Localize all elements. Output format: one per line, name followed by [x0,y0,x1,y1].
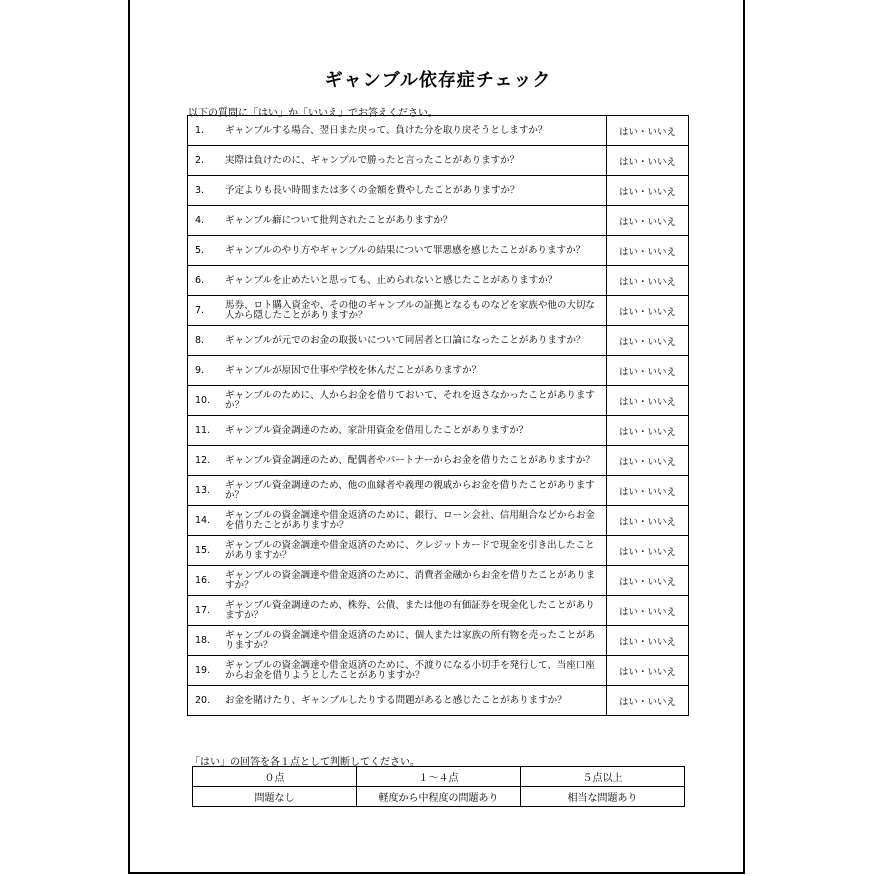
scoring-note: 「はい」の回答を各１点として判断してください。 [190,757,420,768]
question-row [188,416,689,446]
question-cell [188,296,607,326]
question-number: 13. [195,485,211,496]
question-row [188,476,689,506]
question-text: お金を賭けたり、ギャンブルしたりする問題があると感じたことがありますか？ [225,694,567,706]
answer-choice[interactable]: はい・いいえ [607,326,689,356]
answer-choice[interactable]: はい・いいえ [607,536,689,566]
result-severe: 相当な問題あり [521,787,685,807]
question-row [188,356,689,386]
question-number: 7. [195,305,205,316]
question-number: 8. [195,335,205,346]
question-text: ギャンブルする場合、翌日また戻って、負けた分を取り戻そうとしますか？ [225,124,548,136]
question-row [188,326,689,356]
question-cell [188,626,607,656]
question-row [188,116,689,146]
question-cell [188,146,607,176]
question-number: 11. [195,425,211,436]
question-cell [188,686,607,716]
question-row [188,536,689,566]
question-cell [188,356,607,386]
question-text: ギャンブル癖について批判されたことがありますか？ [225,214,453,226]
question-number: 2. [195,155,205,166]
scoring-result-row [193,787,685,807]
question-cell [188,506,607,536]
question-text: ギャンブルのやり方やギャンブルの結果について罪悪感を感じたことがありますか？ [225,244,586,256]
answer-choice[interactable]: はい・いいえ [607,416,689,446]
question-table [187,115,689,716]
question-number: 5. [195,245,205,256]
answer-choice[interactable]: はい・いいえ [607,656,689,686]
answer-choice[interactable]: はい・いいえ [607,566,689,596]
question-text: ギャンブルの資金調達や借金返済のために、銀行、ローン会社、信用組合などからお金を借りたことがありますか？ [225,509,595,531]
answer-choice[interactable]: はい・いいえ [607,116,689,146]
question-number: 16. [195,575,211,586]
answer-choice[interactable]: はい・いいえ [607,446,689,476]
result-mild: 軽度から中程度の問題あり [357,787,521,807]
question-cell [188,416,607,446]
answer-choice[interactable]: はい・いいえ [607,686,689,716]
question-text: 予定よりも長い時間または多くの金額を費やしたことがありますか？ [225,184,520,196]
question-row [188,686,689,716]
question-text: ギャンブルが原因で仕事や学校を休んだことがありますか？ [225,364,482,376]
question-number: 6. [195,275,205,286]
score-range-5-plus: ５点以上 [521,767,685,787]
question-cell [188,476,607,506]
question-cell [188,536,607,566]
question-cell [188,386,607,416]
question-number: 20. [195,695,211,706]
question-number: 18. [195,635,211,646]
answer-choice[interactable]: はい・いいえ [607,386,689,416]
answer-choice[interactable]: はい・いいえ [607,476,689,506]
scoring-table [192,766,685,807]
score-range-0: ０点 [193,767,357,787]
answer-choice[interactable]: はい・いいえ [607,236,689,266]
answer-choice[interactable]: はい・いいえ [607,296,689,326]
question-text: ギャンブルが元でのお金の取扱いについて同居者と口論になったことがありますか？ [225,334,586,346]
score-range-1-4: １～４点 [357,767,521,787]
question-number: 19. [195,665,211,676]
question-text: ギャンブルの資金調達や借金返済のために、不渡りになる小切手を発行して、当座口座からお金を借りようとしたことがありますか？ [225,659,595,681]
question-number: 12. [195,455,211,466]
question-cell [188,266,607,296]
question-cell [188,326,607,356]
question-cell [188,236,607,266]
answer-choice[interactable]: はい・いいえ [607,146,689,176]
question-text: ギャンブルの資金調達や借金返済のために、個人または家族の所有物を売ったことがありますか？ [225,629,596,651]
question-number: 15. [195,545,211,556]
question-cell [188,176,607,206]
question-cell [188,446,607,476]
question-number: 10. [195,395,211,406]
question-text: ギャンブル資金調達のため、他の血縁者や義理の親戚からお金を借りたことがありますか？ [225,479,595,501]
answer-choice[interactable]: はい・いいえ [607,596,689,626]
answer-choice[interactable]: はい・いいえ [607,626,689,656]
question-text: ギャンブルを止めたいと思っても、止められないと感じたことがありますか？ [225,274,558,286]
question-cell [188,206,607,236]
question-number: 4. [195,215,205,226]
question-text: ギャンブル資金調達のため、株券、公債、または他の有価証券を現金化したことがありますか？ [225,599,595,621]
question-number: 17. [195,605,211,616]
question-number: 3. [195,185,205,196]
answer-choice[interactable]: はい・いいえ [607,176,689,206]
answer-choice[interactable]: はい・いいえ [607,506,689,536]
question-row [188,626,689,656]
question-text: 実際は負けたのに、ギャンブルで勝ったと言ったことがありますか？ [225,154,520,166]
question-row [188,176,689,206]
question-row [188,386,689,416]
question-row [188,506,689,536]
question-cell [188,566,607,596]
question-text: ギャンブルの資金調達や借金返済のために、消費者金融からお金を借りたことがありますか？ [225,569,596,591]
question-text: ギャンブルの資金調達や借金返済のために、クレジットカードで現金を引き出したことがありますか？ [225,539,595,561]
question-text: ギャンブルのために、人からお金を借りておいて、それを返さなかったことがありますか？ [225,389,595,411]
question-row [188,206,689,236]
question-row [188,146,689,176]
question-cell [188,656,607,686]
result-none: 問題なし [193,787,357,807]
instruction-text: 以下の質問に「はい」か「いいえ」でお答えください。 [188,108,438,119]
question-cell [188,116,607,146]
question-text: 馬券、ロト購入資金や、その他のギャンブルの証拠となるものなどを家族や他の大切な人から隠したことがありますか？ [225,299,595,321]
question-row [188,446,689,476]
question-row [188,566,689,596]
question-number: 14. [195,515,211,526]
question-row [188,236,689,266]
answer-choice[interactable]: はい・いいえ [607,356,689,386]
scoring-header-row [193,767,685,787]
question-number: 1. [195,125,205,136]
question-text: ギャンブル資金調達のため、家計用資金を借用したことがありますか？ [225,424,529,436]
answer-choice[interactable]: はい・いいえ [607,206,689,236]
question-row [188,296,689,326]
question-cell [188,596,607,626]
page-title: ギャンブル依存症チェック [324,70,552,91]
question-row [188,596,689,626]
question-number: 9. [195,365,205,376]
question-row [188,266,689,296]
answer-choice[interactable]: はい・いいえ [607,266,689,296]
question-text: ギャンブル資金調達のため、配偶者やパートナーからお金を借りたことがありますか？ [225,454,595,466]
question-row [188,656,689,686]
